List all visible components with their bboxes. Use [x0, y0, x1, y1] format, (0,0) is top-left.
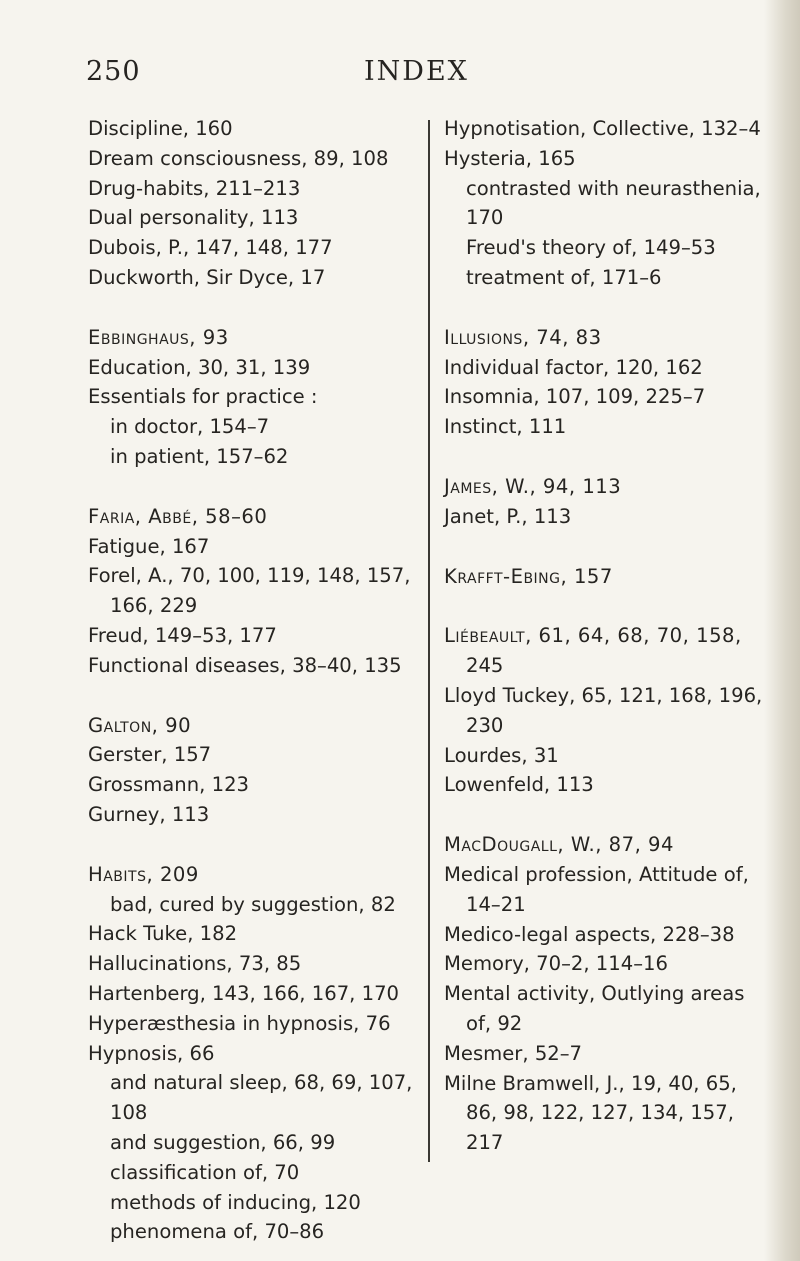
page-header	[0, 56, 800, 96]
section-gap	[444, 591, 789, 621]
index-entry: Discipline, 160	[88, 117, 233, 140]
index-subentry: Freud's theory of, 149–53	[466, 236, 716, 260]
index-entry: Individual factor, 120, 162	[444, 355, 703, 379]
index-entry: Dream consciousness, 89, 108	[88, 146, 389, 170]
index-entry: Hypnosis, 66	[88, 1041, 215, 1065]
index-column-left	[88, 114, 418, 1247]
index-entry-continuation: 14–21	[466, 892, 526, 916]
index-entry-continuation: 230	[466, 713, 504, 737]
index-entry-continuation: 217	[466, 1131, 504, 1155]
index-entry: Mental activity, Outlying areas	[444, 982, 745, 1006]
index-subentry: contrasted with neurasthenia,	[466, 176, 761, 200]
section-gap	[88, 472, 418, 502]
index-entry: Insomnia, 107, 109, 225–7	[444, 385, 706, 409]
index-subentry: methods of inducing, 120	[110, 1190, 361, 1214]
index-subentry: in doctor, 154–7	[110, 415, 270, 439]
index-entry: Janet, P., 113	[444, 504, 572, 528]
index-subentry: and natural sleep, 68, 69, 107,	[110, 1071, 413, 1095]
section-gap	[444, 800, 789, 830]
index-entry: Hysteria, 165	[444, 146, 576, 170]
index-entry: Lowenfeld, 113	[444, 773, 594, 797]
index-entry: Liébeault, 61, 64, 68, 70, 158,	[444, 624, 742, 648]
index-entry: Instinct, 111	[444, 415, 567, 439]
index-entry: Illusions, 74, 83	[444, 325, 602, 349]
index-entry: Hyperæsthesia in hypnosis, 76	[88, 1011, 391, 1035]
index-entry-continuation: 245	[466, 654, 504, 678]
index-subentry: bad, cured by suggestion, 82	[110, 892, 396, 916]
index-entry: Memory, 70–2, 114–16	[444, 952, 668, 976]
section-gap	[88, 681, 418, 711]
index-entry: Duckworth, Sir Dyce, 17	[88, 265, 326, 289]
index-column-right	[444, 114, 789, 1158]
index-entry-continuation: 166, 229	[110, 594, 198, 618]
page-number: 250	[86, 56, 141, 87]
index-entry: Lloyd Tuckey, 65, 121, 168, 196,	[444, 683, 763, 707]
index-entry: Education, 30, 31, 139	[88, 355, 311, 379]
index-entry-continuation: 86, 98, 122, 127, 134, 157,	[466, 1101, 734, 1125]
index-entry: Galton, 90	[88, 713, 192, 737]
index-entry: Drug-habits, 211–213	[88, 176, 301, 200]
index-entry: Medico-legal aspects, 228–38	[444, 922, 735, 946]
index-entry: Dubois, P., 147, 148, 177	[88, 236, 333, 260]
section-gap	[88, 830, 418, 860]
index-entry: Grossmann, 123	[88, 773, 249, 797]
index-entry: Krafft-Ebing, 157	[444, 564, 613, 588]
index-entry: Gerster, 157	[88, 743, 212, 767]
index-entry: Freud, 149–53, 177	[88, 623, 277, 647]
index-entry: James, W., 94, 113	[444, 474, 622, 498]
index-entry: Medical profession, Attitude of,	[444, 862, 749, 886]
index-subentry: classification of, 70	[110, 1160, 300, 1184]
section-gap	[444, 442, 789, 472]
index-subentry: phenomena of, 70–86	[110, 1220, 325, 1244]
index-subentry: treatment of, 171–6	[466, 265, 662, 289]
section-gap	[444, 532, 789, 562]
section-gap	[88, 293, 418, 323]
index-entry: Hallucinations, 73, 85	[88, 952, 302, 976]
index-entry: Habits, 209	[88, 862, 199, 886]
running-head: INDEX	[364, 56, 469, 87]
index-entry: Ebbinghaus, 93	[88, 325, 229, 349]
index-entry: Essentials for practice :	[88, 385, 318, 409]
index-entry: Functional diseases, 38–40, 135	[88, 653, 402, 677]
index-entry: Hypnotisation, Collective, 132–4	[444, 117, 761, 140]
index-entry-continuation: 170	[466, 206, 504, 230]
column-divider	[428, 120, 430, 1162]
section-gap	[444, 293, 789, 323]
index-entry-continuation: 108	[110, 1101, 148, 1125]
index-entry: Milne Bramwell, J., 19, 40, 65,	[444, 1071, 737, 1095]
index-entry: Lourdes, 31	[444, 743, 559, 767]
index-entry-continuation: of, 92	[466, 1011, 523, 1035]
index-subentry: in patient, 157–62	[110, 444, 289, 468]
index-entry: Fatigue, 167	[88, 534, 210, 558]
index-entry: Gurney, 113	[88, 802, 210, 826]
index-subentry: and suggestion, 66, 99	[110, 1130, 336, 1154]
index-entry: Hack Tuke, 182	[88, 922, 238, 946]
index-entry: MacDougall, W., 87, 94	[444, 833, 674, 857]
index-entry: Forel, A., 70, 100, 119, 148, 157,	[88, 564, 411, 588]
index-entry: Faria, Abbé, 58–60	[88, 504, 268, 528]
index-entry: Dual personality, 113	[88, 206, 299, 230]
index-entry: Hartenberg, 143, 166, 167, 170	[88, 981, 400, 1005]
index-entry: Mesmer, 52–7	[444, 1041, 583, 1065]
